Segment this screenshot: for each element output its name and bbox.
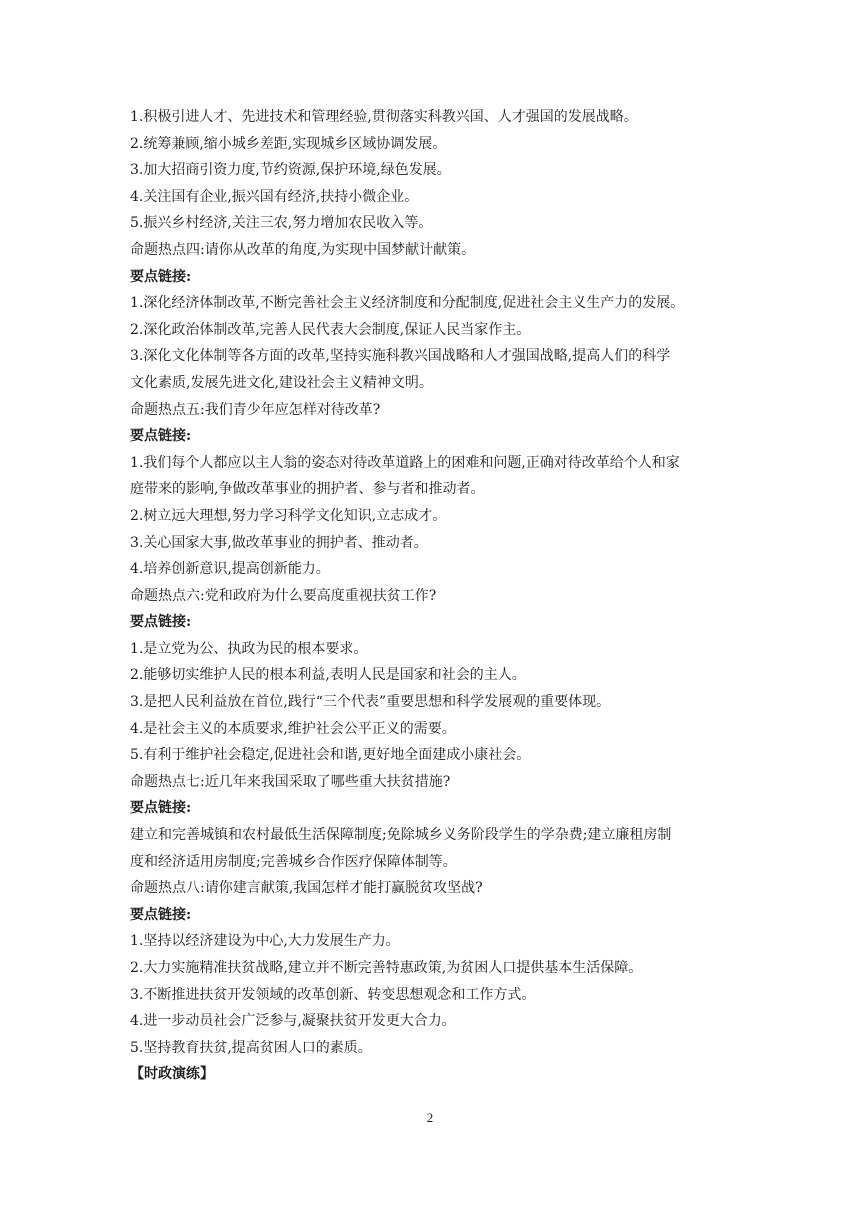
section-heading: 要点链接:	[130, 614, 192, 631]
text-line: 1.深化经济体制改革,不断完善社会主义经济制度和分配制度,促进社会主义生产力的发展。	[130, 295, 685, 312]
text-line: 4.进一步动员社会广泛参与,凝聚扶贫开发更大合力。	[130, 1013, 456, 1030]
text-line: 3.加大招商引资力度,节约资源,保护环境,绿色发展。	[130, 162, 451, 179]
text-line: 5.振兴乡村经济,关注三农,努力增加农民收入等。	[130, 215, 433, 232]
text-line: 庭带来的影响,争做改革事业的拥护者、参与者和推动者。	[130, 481, 485, 498]
text-line: 命题热点七:近几年来我国采取了哪些重大扶贫措施?	[130, 773, 451, 790]
text-line: 5.坚持教育扶贫,提高贫困人口的素质。	[130, 1039, 372, 1056]
text-line: 1.积极引进人才、先进技术和管理经验,贯彻落实科教兴国、人才强国的发展战略。	[130, 109, 638, 125]
text-line: 5.有利于维护社会稳定,促进社会和谐,更好地全面建成小康社会。	[130, 747, 531, 764]
page-number: 2	[426, 1110, 434, 1125]
text-line: 4.培养创新意识,提高创新能力。	[130, 561, 330, 578]
text-line: 1.我们每个人都应以主人翁的姿态对待改革道路上的困难和问题,正确对待改革给个人和家	[130, 454, 680, 471]
text-line: 命题热点八:请你建言献策,我国怎样才能打赢脱贫攻坚战?	[130, 880, 483, 897]
text-line: 命题热点六:党和政府为什么要高度重视扶贫工作?	[130, 587, 437, 604]
text-line: 命题热点四:请你从改革的角度,为实现中国梦献计献策。	[130, 241, 476, 258]
text-line: 建立和完善城镇和农村最低生活保障制度;免除城乡义务阶段学生的学杂费;建立廉租房制	[130, 827, 672, 844]
section-heading: 要点链接:	[130, 800, 192, 817]
text-line: 度和经济适用房制度;完善城乡合作医疗保障体制等。	[130, 853, 457, 870]
text-line: 2.深化政治体制改革,完善人民代表大会制度,保证人民当家作主。	[130, 321, 531, 338]
document-body	[130, 104, 730, 1088]
text-line: 4.是社会主义的本质要求,维护社会公平正义的需要。	[130, 720, 456, 737]
text-line: 3.关心国家大事,做改革事业的拥护者、推动者。	[130, 534, 428, 551]
text-line: 命题热点五:我们青少年应怎样对待改革?	[130, 401, 381, 418]
text-line: 3.不断推进扶贫开发领域的改革创新、转变思想观念和工作方式。	[130, 986, 536, 1003]
section-heading: 要点链接:	[130, 268, 192, 285]
text-line: 3.是把人民利益放在首位,践行“三个代表”重要思想和科学发展观的重要体现。	[130, 694, 611, 711]
section-heading: 【时政演练】	[130, 1066, 214, 1083]
text-line: 2.统筹兼顾,缩小城乡差距,实现城乡区域协调发展。	[130, 135, 447, 152]
text-line: 2.能够切实维护人民的根本利益,表明人民是国家和社会的主人。	[130, 667, 526, 684]
text-line: 1.是立党为公、执政为民的根本要求。	[130, 640, 368, 657]
text-line: 3.深化文化体制等各方面的改革,坚持实施科教兴国战略和人才强国战略,提高人们的科学	[130, 348, 671, 365]
text-line: 2.大力实施精准扶贫战略,建立并不断完善特惠政策,为贫困人口提供基本生活保障。	[130, 960, 643, 976]
text-line: 1.坚持以经济建设为中心,大力发展生产力。	[130, 933, 400, 950]
text-line: 4.关注国有企业,振兴国有经济,扶持小微企业。	[130, 188, 419, 205]
section-heading: 要点链接:	[130, 906, 192, 923]
text-line: 2.树立远大理想,努力学习科学文化知识,立志成才。	[130, 507, 447, 524]
section-heading: 要点链接:	[130, 428, 192, 445]
text-line: 文化素质,发展先进文化,建设社会主义精神文明。	[130, 374, 433, 391]
